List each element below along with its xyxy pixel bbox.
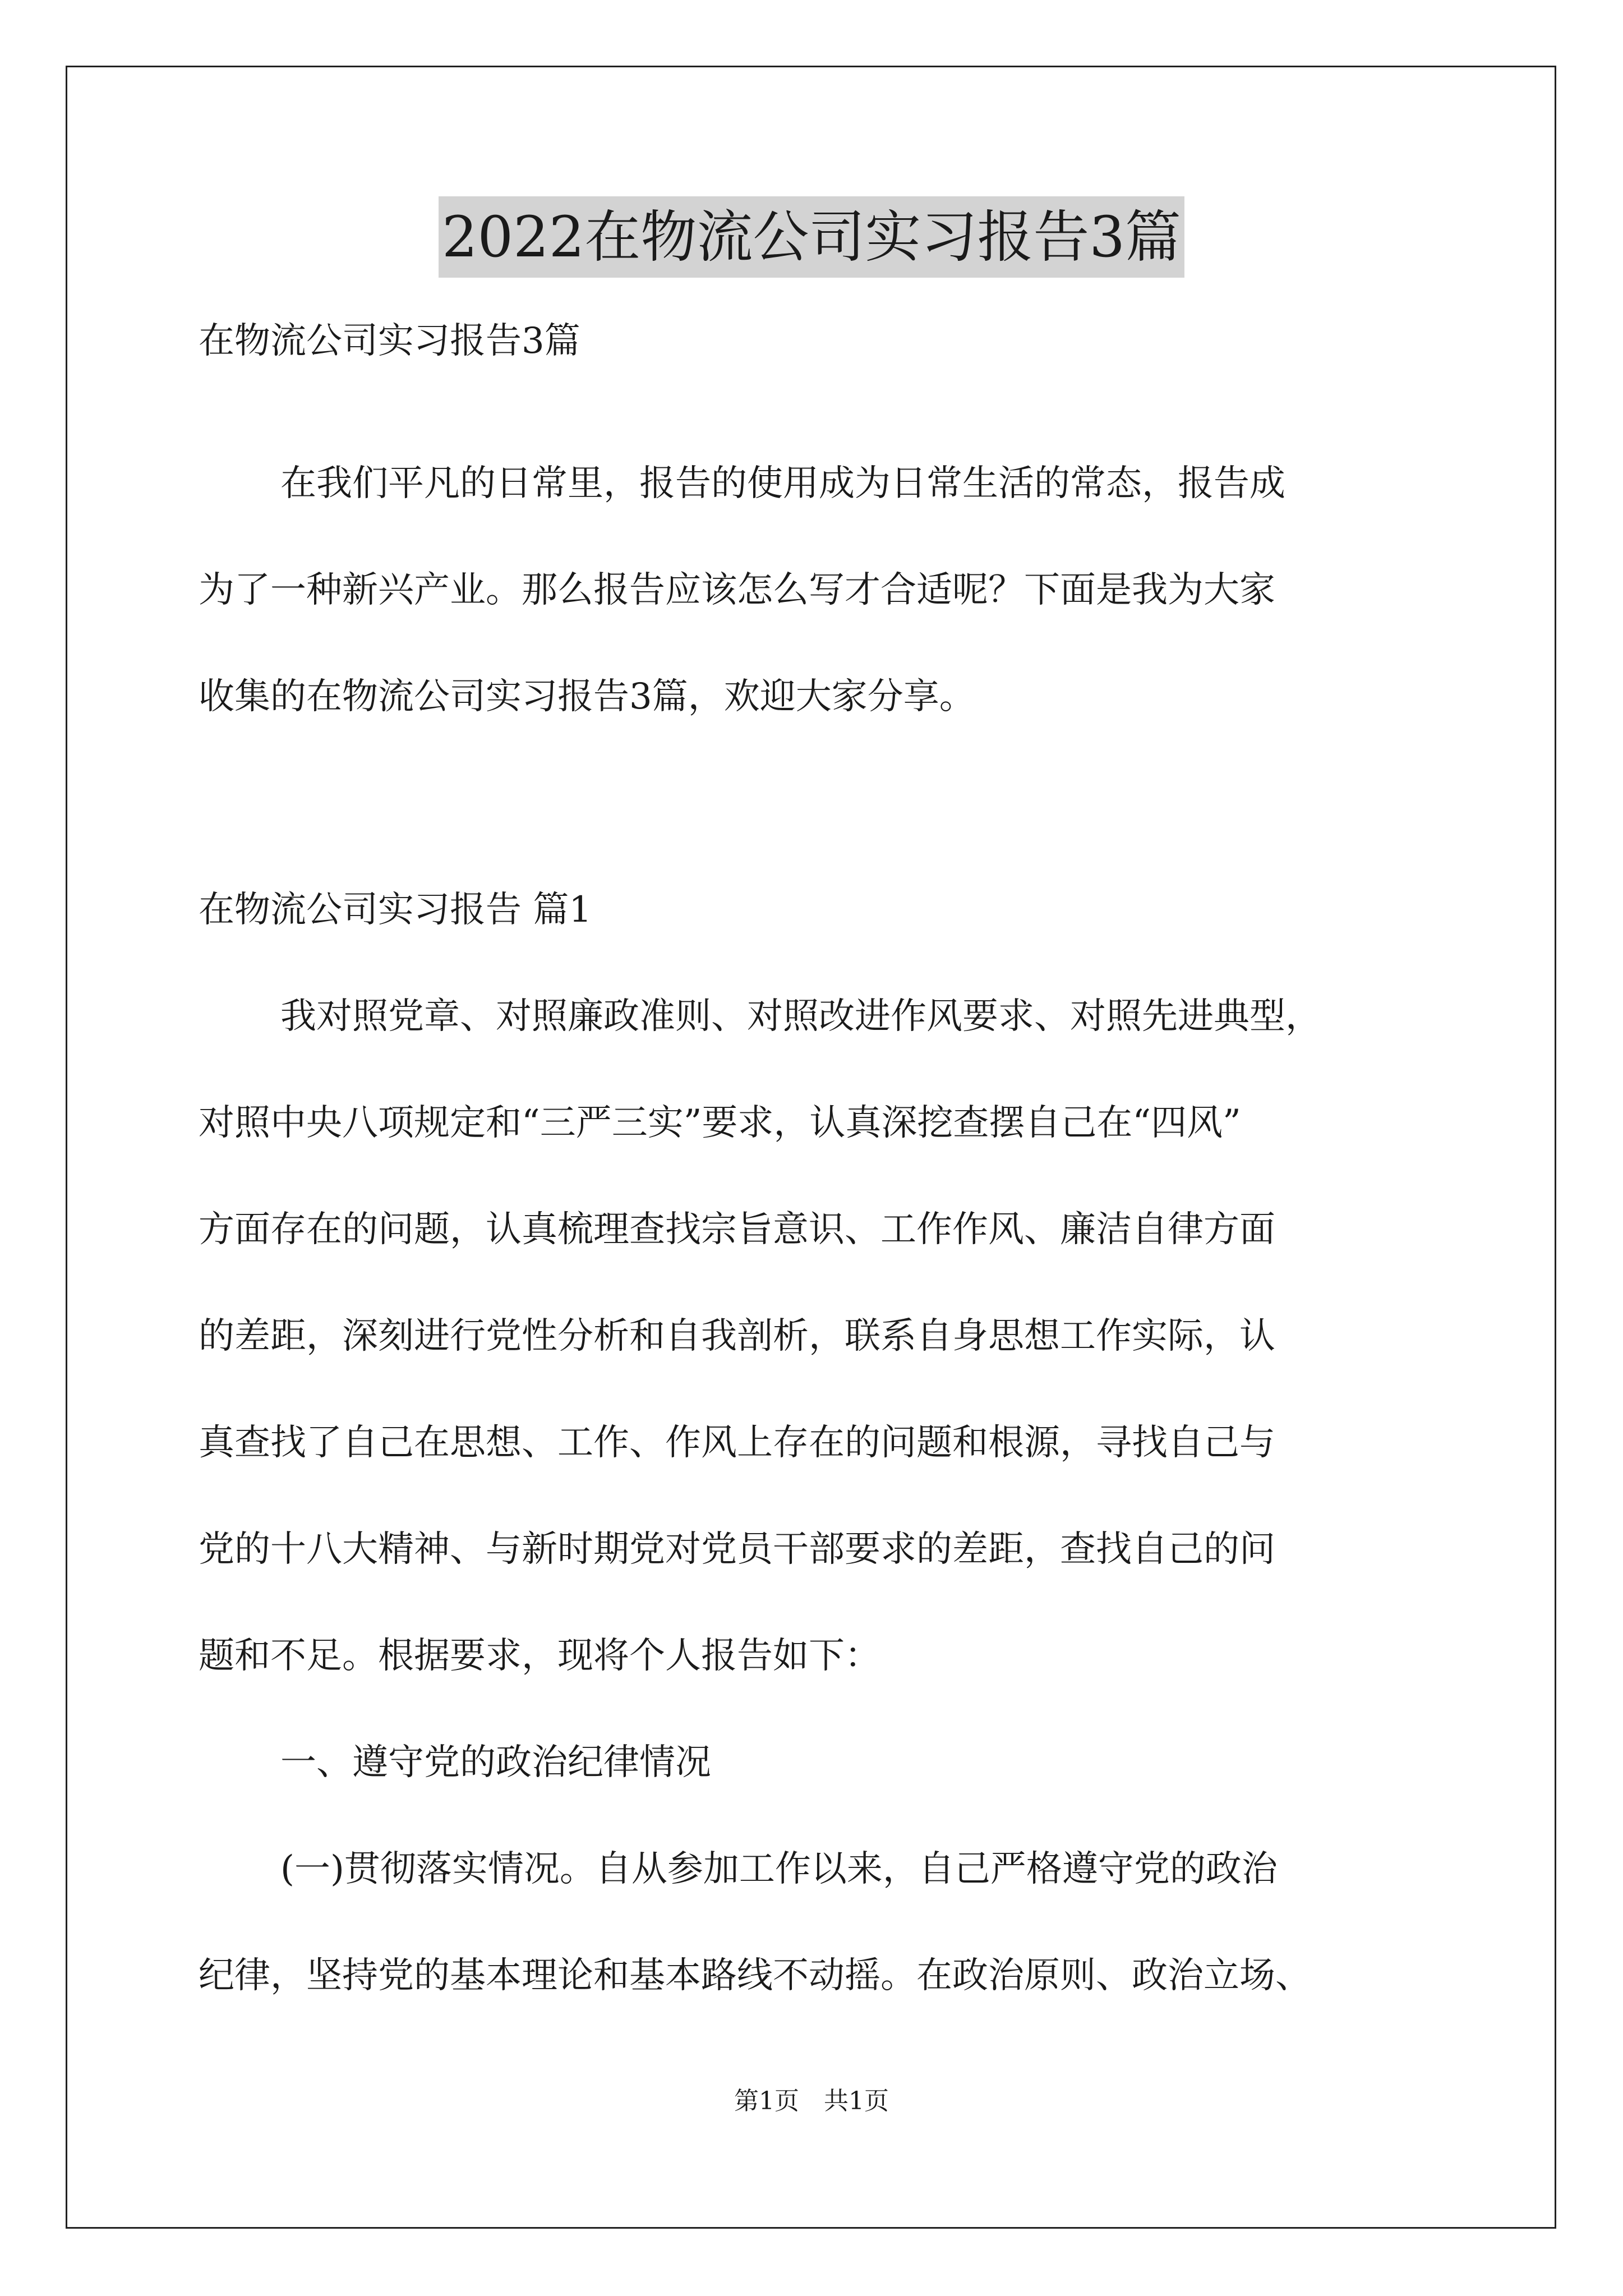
part-line-1: (一)贯彻落实情况。自从参加工作以来，自己严格遵守党的政治 [280, 1848, 1278, 1890]
body-line-1: 我对照党章、对照廉政准则、对照改进作风要求、对照先进典型， [280, 996, 1321, 1037]
page-number-footer: 第1页 共1页 [734, 2087, 889, 2115]
body-line-6: 党的十八大精神、与新时期党对党员干部要求的差距，查找自己的问 [199, 1529, 1275, 1570]
intro-line-2: 为了一种新兴产业。那么报告应该怎么写才合适呢？下面是我为大家 [199, 569, 1275, 611]
body-line-2: 对照中央八项规定和“三严三实”要求，认真深挖查摆自己在“四风” [199, 1102, 1241, 1144]
body-line-4: 的差距，深刻进行党性分析和自我剖析，联系自身思想工作实际，认 [199, 1315, 1275, 1357]
body-line-3: 方面存在的问题，认真梳理查找宗旨意识、工作作风、廉洁自律方面 [199, 1209, 1275, 1250]
intro-line-3: 收集的在物流公司实习报告3篇，欢迎大家分享。 [199, 676, 975, 717]
document-title [0, 196, 1623, 278]
document-title-text: 2022在物流公司实习报告3篇 [439, 196, 1184, 278]
page-frame [66, 66, 1556, 2229]
body-line-7: 题和不足。根据要求，现将个人报告如下： [199, 1635, 880, 1677]
document-subtitle: 在物流公司实习报告3篇 [199, 320, 580, 362]
part-line-2: 纪律，坚持党的基本理论和基本路线不动摇。在政治原则、政治立场、 [199, 1955, 1311, 1996]
section-heading: 在物流公司实习报告 篇1 [199, 889, 592, 931]
body-line-5: 真查找了自己在思想、工作、作风上存在的问题和根源，寻找自己与 [199, 1422, 1275, 1464]
intro-line-1: 在我们平凡的日常里，报告的使用成为日常生活的常态，报告成 [280, 463, 1285, 504]
part-heading: 一、遵守党的政治纪律情况 [280, 1742, 711, 1783]
